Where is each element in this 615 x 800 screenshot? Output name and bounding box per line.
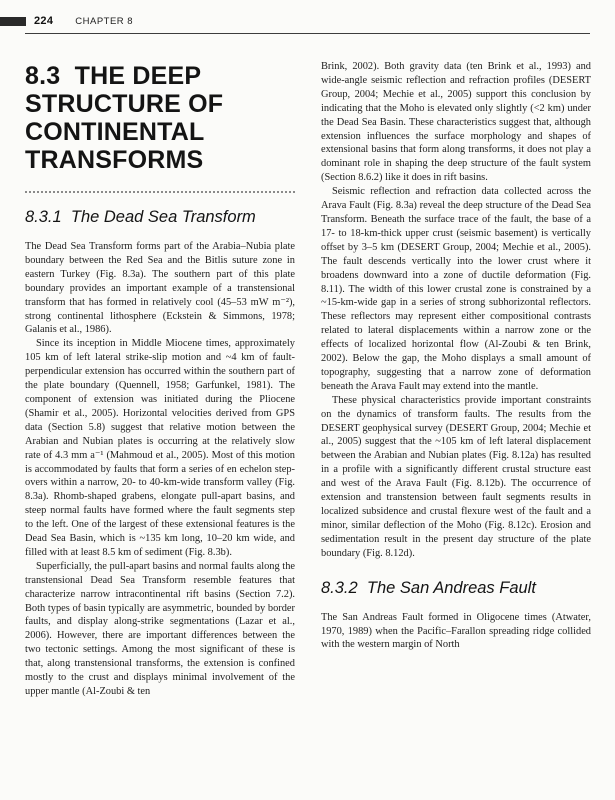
section-divider bbox=[25, 191, 295, 193]
two-column-layout bbox=[0, 34, 590, 699]
paragraph: The Dead Sea Transform forms part of the Arabia–Nubia plate boundary between the Red Sea and the Bitlis suture zone in eastern Turkey (Fig. 8.3a). The southern part of this plate boundary provides an important example of a transtensional transform that has formed in relatively cool (45–53 mW m⁻²), strong continental lithosphere (Eckstein & Simmons, 1978; Galanis et al., 1986). bbox=[25, 241, 295, 336]
left-column bbox=[25, 60, 295, 699]
subsection-heading-8-3-1: 8.3.1 The Dead Sea Transform bbox=[25, 208, 256, 226]
chapter-label: CHAPTER 8 bbox=[75, 15, 134, 27]
section-heading: 8.3 THE DEEP STRUCTURE OF CONTINENTAL TRANSFORMS bbox=[25, 62, 231, 174]
subsection-heading-8-3-2: 8.3.2 The San Andreas Fault bbox=[321, 578, 536, 597]
paragraph: Brink, 2002). Both gravity data (ten Brink et al., 1993) and wide-angle seismic reflection and refraction profiles (DESERT Group, 2004; Mechie et al., 2005) support this conclusion by indicating that the Moho is elevated only slightly (<2 km) under the Dead Sea Basin. These characteristics suggest that, although extension influences the surface morphology and shapes of extensional basins that form along transforms, it does not play a dominant role in shaping the deep structure of the fault system (Section 8.6.2) like it does in rift basins. bbox=[321, 61, 591, 184]
paragraph: Seismic reflection and refraction data collected across the Arava Fault (Fig. 8.3a) reveal the deep structure of the Dead Sea Transform. Beneath the surface trace of the fault, the base of a 17- to 18-km-thick upper crust (seismic basement) is vertically offset by 3–5 km (DESERT Group, 2004; Mechie et al., 2005). The fault descends vertically into the lower crust where it broadens downward into a zone of ductile deformation (Fig. 8.11). The width of this lower crustal zone is constrained by a ~15-km-wide gap in a series of strong subhorizontal reflectors. These reflectors may represent either compositional contrasts related to lateral displacements within a narrow zone or the effects of localized horizontal flow (Al-Zoubi & ten Brink, 2002). Below the gap, the Moho displays a small amount of topography, suggesting that a narrow zone of deformation beneath the Arava Fault may extend into the mantle. bbox=[321, 186, 591, 392]
paragraph: Superficially, the pull-apart basins and normal faults along the transtensional Dead Sea Transform resemble features that characterize narrow intracontinental rift basins (Section 7.2). Both types of basin typically are asymmetric, bounded by border faults, and display along-strike segmentations (Lazar et al., 2006). However, there are important differences between the two tectonic settings. Among the most significant of these is that, along transtensional transforms, the extension is confined mostly to the crust and displays minimal involvement of the upper mantle (Al-Zoubi & ten bbox=[25, 560, 295, 697]
paragraph: These physical characteristics provide important constraints on the dynamics of transform faults. The results from the DESERT geophysical survey (DESERT Group, 2004; Mechie et al., 2005) suggest that the ~105 km of left lateral displacement between the Arabian and Nubian plates (Fig. 8.12a) has resulted in a profile with a significantly different crustal structure east and west of the Arava Fault (Fig. 8.12b). The occurrence of extension and transtension between fault segments results in localized subsidence and crustal flexure west of the fault and a minor, similar deflection of the Moho (Fig. 8.12c). Erosion and sedimentation result in the present day structure of the plate boundary (Fig. 8.12d). bbox=[321, 394, 591, 559]
page-number: 224 bbox=[34, 15, 54, 27]
paragraph: Since its inception in Middle Miocene times, approximately 105 km of left lateral strike-slip motion and ~4 km of fault-perpendicular extension has occurred within the southern part of the plate boundary (Quennell, 1958; Garfunkel, 1981). The component of extension was initiated during the Pliocene (Shamir et al., 2005). Horizontal velocities derived from GPS data (Section 5.8) suggest that relative motion between the Arabian and Nubian plates is occurring at the relatively slow rate of 4.3 mm a⁻¹ (Mahmoud et al., 2005). Most of this motion is accommodated by faults that form a series of en echelon step-overs within a narrow, 20- to 40-km-wide transform valley (Fig. 8.3a). Rhomb-shaped grabens, elongate pull-apart basins, and steep normal faults have formed where the fault segments step to the left. One of the largest of these extensional features is the Dead Sea Basin, which is ~135 km long, 10–20 km wide, and filled with at least 8.5 km of sediment (Fig. 8.3b). bbox=[25, 338, 295, 558]
page-header bbox=[0, 14, 590, 28]
right-column bbox=[321, 60, 591, 699]
paragraph: The San Andreas Fault formed in Oligocene times (Atwater, 1970, 1989) when the Pacific–Farallon spreading ridge collided with the western margin of North bbox=[321, 611, 591, 651]
chapter-edge-bar bbox=[0, 17, 26, 26]
